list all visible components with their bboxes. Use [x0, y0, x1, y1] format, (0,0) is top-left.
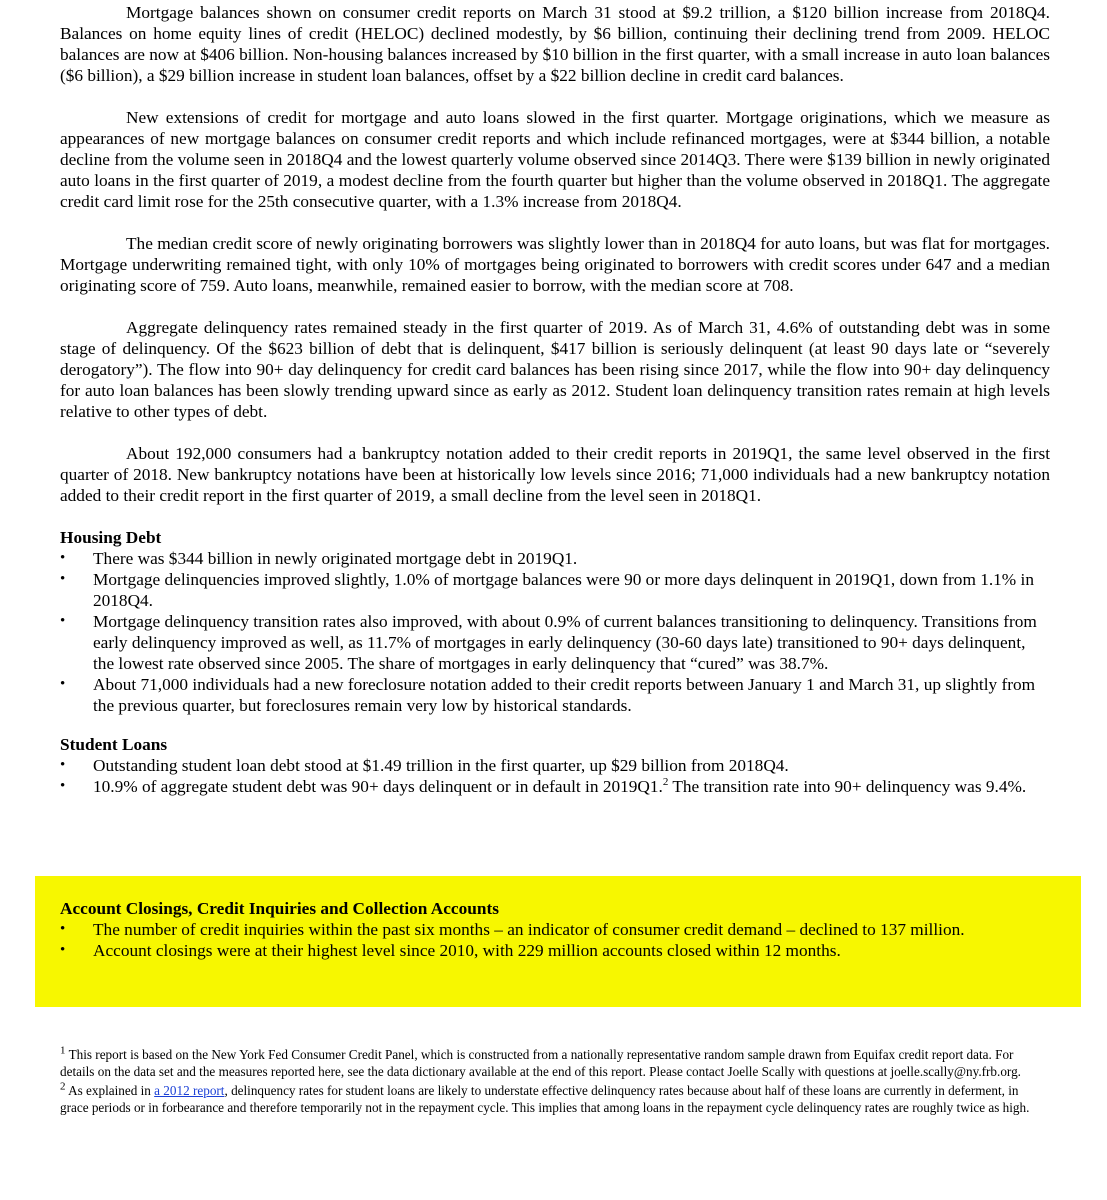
list-item [60, 776, 1050, 797]
footnote-text: This report is based on the New York Fed Consumer Credit Panel, which is constructed from a nationally representative random sample drawn from Equifax credit report data. For details on the data set and the measures reported here, see the data dictionary available at the end of this report. Please contact Joelle Scally with questions at joelle.scally@ny.frb.org. [60, 1047, 1021, 1079]
list-item [60, 755, 1050, 776]
bullet-icon: • [60, 676, 66, 692]
list-item-text-cont: The transition rate into 90+ delinquency was 9.4%. [668, 777, 1027, 796]
list-item-text: Account closings were at their highest level since 2010, with 229 million accounts closed within 12 months. [93, 941, 841, 960]
list-item-text: Outstanding student loan debt stood at $1.49 trillion in the first quarter, up $29 billion from 2018Q4. [93, 756, 789, 775]
student-loans-list [60, 755, 1050, 797]
list-item [60, 569, 1050, 611]
list-item-text: There was $344 billion in newly originated mortgage debt in 2019Q1. [93, 549, 578, 568]
account-closings-list [60, 919, 1050, 961]
footnote-1 [60, 1044, 1045, 1080]
list-item [60, 674, 1050, 716]
housing-debt-list [60, 548, 1050, 716]
account-closings-heading: Account Closings, Credit Inquiries and Collection Accounts [60, 899, 499, 918]
document-body [60, 2, 1050, 815]
bullet-icon: • [60, 550, 66, 566]
footnotes [60, 1044, 1045, 1119]
bullet-icon: • [60, 613, 66, 629]
list-item-text: Mortgage delinquencies improved slightly, 1.0% of mortgage balances were 90 or more days delinquent in 2019Q1, down from 1.1% in 2018Q4. [93, 570, 1034, 610]
list-item [60, 940, 1050, 961]
list-item [60, 548, 1050, 569]
list-item-text: The number of credit inquiries within the past six months – an indicator of consumer credit demand – declined to 137 million. [93, 920, 965, 939]
footnote-number: 2 [60, 1080, 66, 1093]
housing-debt-heading: Housing Debt [60, 528, 162, 547]
paragraph-delinquency: Aggregate delinquency rates remained steady in the first quarter of 2019. As of March 31, 4.6% of outstanding debt was in some stage of delinquency. Of the $623 billion of debt that is delinquent, $417 billion is seriously delinquent (at least 90 days late or “severely derogatory”). The flow into 90+ day delinquency for credit card balances has been rising since 2017, while the flow into 90+ day delinquency for auto loan balances has been slowly trending upward since as early as 2012. Student loan delinquency transition rates remain at high levels relative to other types of debt. [60, 318, 1050, 421]
student-loans-heading: Student Loans [60, 735, 168, 754]
bullet-icon: • [60, 942, 66, 958]
footnote-number: 1 [60, 1044, 66, 1057]
paragraph-bankruptcy: About 192,000 consumers had a bankruptcy notation added to their credit reports in 2019Q1, the same level observed in the first quarter of 2018. New bankruptcy notations have been at historically low levels since 2016; 71,000 individuals had a new bankruptcy notation added to their credit report in the first quarter of 2019, a small decline from the level seen in 2018Q1. [60, 444, 1050, 505]
list-item-text: Mortgage delinquency transition rates also improved, with about 0.9% of current balances transitioning to delinquency. Transitions from early delinquency improved as well, as 11.7% of mortgages in early delinquency (30-60 days late) transitioned to 90+ days delinquent, the lowest rate observed since 2005. The share of mortgages in early delinquency that “cured” was 38.7%. [93, 612, 1037, 673]
list-item [60, 611, 1050, 674]
bullet-icon: • [60, 778, 66, 794]
paragraph-credit-extensions: New extensions of credit for mortgage and auto loans slowed in the first quarter. Mortgage originations, which we measure as appearances of new mortgage balances on consumer credit reports and which include refinanced mortgages, were at $344 billion, a notable decline from the volume seen in 2018Q4 and the lowest quarterly volume observed since 2014Q3. There were $139 billion in newly originated auto loans in the first quarter of 2019, a modest decline from the fourth quarter but higher than the volume observed in 2018Q1. The aggregate credit card limit rose for the 25th consecutive quarter, with a 1.3% increase from 2018Q4. [60, 108, 1050, 211]
list-item-text: About 71,000 individuals had a new foreclosure notation added to their credit reports between January 1 and March 31, up slightly from the previous quarter, but foreclosures remain very low by historical standards. [93, 675, 1036, 715]
footnote-text: As explained in [68, 1083, 155, 1098]
footnote-text-cont: , delinquency rates for student loans are likely to understate effective delinquency rates because about half of these loans are currently in deferment, in grace periods or in forbearance and therefore temporarily not in the repayment cycle. This implies that among loans in the repayment cycle delinquency rates are roughly twice as high. [60, 1083, 1030, 1115]
account-closings-section [60, 898, 1050, 979]
bullet-icon: • [60, 571, 66, 587]
footnote-2 [60, 1080, 1045, 1116]
paragraph-mortgage-balances: Mortgage balances shown on consumer credit reports on March 31 stood at $9.2 trillion, a $120 billion increase from 2018Q4. Balances on home equity lines of credit (HELOC) declined modestly, by $6 billion, continuing their declining trend from 2009. HELOC balances are now at $406 billion. Non-housing balances increased by $10 billion in the first quarter, with a small increase in auto loan balances ($6 billion), a $29 billion increase in student loan balances, offset by a $22 billion decline in credit card balances. [60, 3, 1050, 85]
list-item-text: 10.9% of aggregate student debt was 90+ days delinquent or in default in 2019Q1. [93, 777, 663, 796]
report-2012-link[interactable]: a 2012 report [154, 1083, 225, 1098]
paragraph-credit-scores: The median credit score of newly originating borrowers was slightly lower than in 2018Q4 for auto loans, but was flat for mortgages. Mortgage underwriting remained tight, with only 10% of mortgages being originated to borrowers with credit scores under 647 and a median originating score of 759. Auto loans, meanwhile, remained easier to borrow, with the median score at 708. [60, 234, 1050, 295]
bullet-icon: • [60, 921, 66, 937]
bullet-icon: • [60, 757, 66, 773]
footnote-ref-2[interactable]: 2 [662, 776, 669, 789]
list-item [60, 919, 1050, 940]
